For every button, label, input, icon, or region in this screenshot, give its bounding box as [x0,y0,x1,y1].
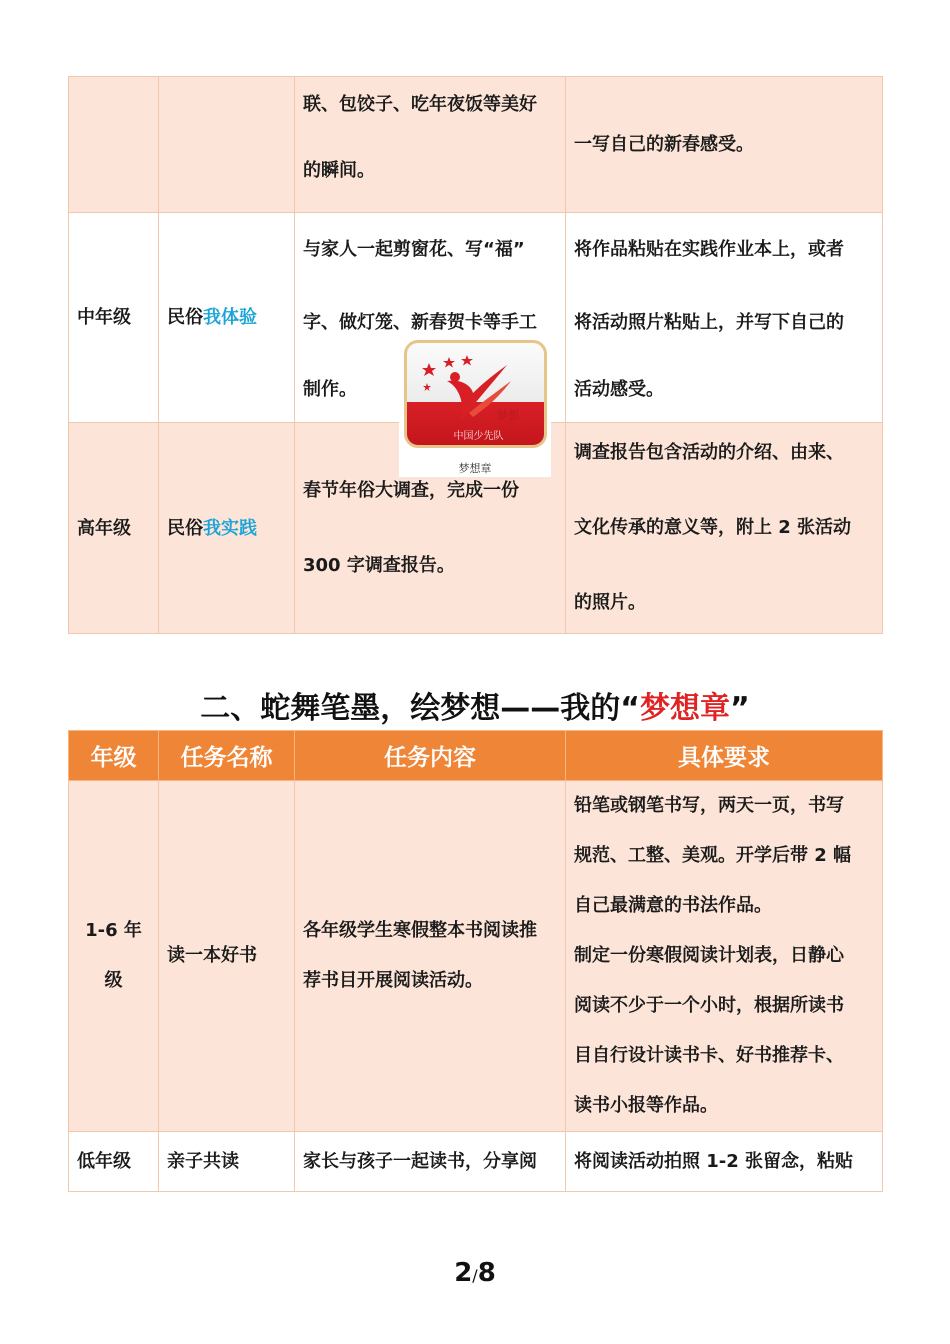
grade-cell [69,1132,159,1192]
requirement-line: 阅读不少于一个小时，根据所读书 [574,995,844,1016]
task-cell: 民俗我体验 [159,213,295,423]
header-task-content: 任务内容 [295,731,566,781]
content-line: 与家人一起剪窗花、写“福” [303,239,525,260]
content-line: 字、做灯笼、新春贺卡等手工 [303,312,537,333]
requirement-cell [566,77,883,213]
content-line: 荐书目开展阅读活动。 [303,970,483,991]
badge-sub-text: 中国少先队 [453,431,504,442]
dream-badge-image [399,340,551,477]
requirement-line: 文化传承的意义等，附上 2 张活动 [574,517,852,538]
requirement-line: 铅笔或钢笔书写，两天一页，书写 [574,795,844,816]
content-line: 家长与孩子一起读书，分享阅 [303,1150,537,1172]
table-header-row [69,731,883,781]
requirement-line: 制定一份寒假阅读计划表，日静心 [574,945,844,966]
header-task-name: 任务名称 [159,731,295,781]
requirement-line: 规范、工整、美观。开学后带 2 幅 [574,845,852,866]
requirement-line: 自己最满意的书法作品。 [574,895,772,916]
table-row [69,1132,883,1192]
grade-cell: 高年级 [69,423,159,634]
requirement-line: 目自行设计读书卡、好书推荐卡、 [574,1045,844,1066]
requirement-line: 将活动照片粘贴上，并写下自己的 [574,312,844,333]
requirement-cell [566,423,883,634]
activity-table-2 [68,730,883,1192]
task-cell: 读一本好书 [159,781,295,1132]
requirement-line: 活动感受。 [574,379,664,400]
grade-line: 1-6 年 [85,920,142,941]
content-line: 各年级学生寒假整本书阅读推 [303,920,537,941]
grade-cell: 中年级 [69,213,159,423]
content-cell [295,1132,566,1192]
requirement-line: 调查报告包含活动的介绍、由来、 [574,442,844,463]
requirement-cell [566,213,883,423]
requirement-cell [566,1132,883,1192]
requirement-line: 的照片。 [574,592,646,613]
content-line: 制作。 [303,379,357,400]
requirement-line: 将阅读活动拍照 1-2 张留念，粘贴 [574,1150,854,1172]
content-cell [295,781,566,1132]
grade-line: 级 [104,970,123,991]
page-number: 2/8 [454,1258,496,1288]
grade-cell [69,781,159,1132]
content-line: 的瞬间。 [303,160,375,181]
requirement-cell [566,781,883,1132]
requirement-line: 读书小报等作品。 [574,1095,718,1116]
header-requirements: 具体要求 [566,731,883,781]
content-line: 联、包饺子、吃年夜饭等美好 [303,94,537,115]
badge-caption: 梦想章 [458,462,492,475]
task-cell: 亲子共读 [159,1132,295,1192]
badge-frame [404,340,547,448]
content-cell [295,77,566,213]
grade-cell [69,77,159,213]
table-row [69,77,883,213]
grade-line: 低年级 [77,1150,131,1172]
task-cell [159,77,295,213]
section-title: 二、蛇舞笔墨，绘梦想——我的“梦想章” [200,691,750,726]
content-line: 春节年俗大调查，完成一份 [303,480,519,501]
table-row [69,781,883,1132]
task-cell: 民俗我实践 [159,423,295,634]
requirement-line: 将作品粘贴在实践作业本上，或者 [574,239,844,260]
badge-logo-text: 梦想 [497,409,519,422]
content-line: 300 字调查报告。 [303,555,455,576]
header-grade: 年级 [69,731,159,781]
requirement-line: 一写自己的新春感受。 [574,133,754,155]
